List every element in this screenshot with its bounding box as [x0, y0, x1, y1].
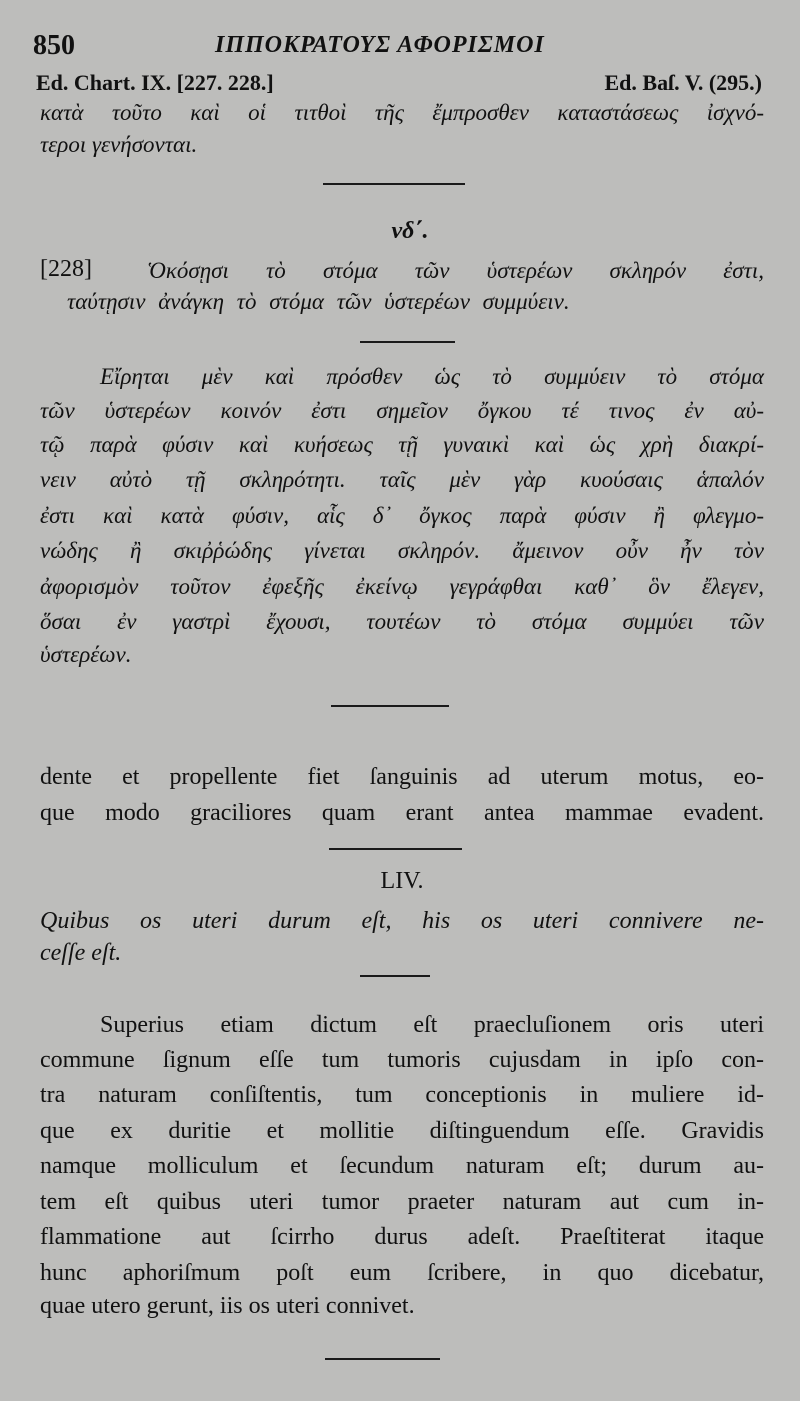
section-divider: [360, 975, 430, 977]
section-divider: [323, 183, 465, 185]
text-line: Ὁκόσῃσι τὸ στόμα τῶν ὑστερέων σκληρόν ἐστι,: [147, 258, 764, 283]
text-line: flammatione aut ſcirrho durus adeſt. Praeſtiterat itaque: [40, 1224, 764, 1250]
text-line: νώδης ἢ σκιῤῥώδης γίνεται σκληρόν. ἄμεινον οὖν ἦν τὸν: [40, 538, 764, 563]
text-line: quae utero gerunt, iis os uteri connivet.: [40, 1293, 415, 1319]
text-line: Quibus os uteri durum eſt, his os uteri connivere ne-: [40, 908, 764, 934]
section-divider: [360, 341, 455, 343]
text-line: namque molliculum et ſecundum naturam eſt; durum au-: [40, 1153, 764, 1179]
text-line: ἐστι καὶ κατὰ φύσιν, αἷς δ᾽ ὄγκος παρὰ φύσιν ἢ φλεγμο-: [40, 503, 764, 528]
latin-section-number: LIV.: [380, 868, 424, 894]
text-line: τῶν ὑστερέων κοινόν ἐστι σημεῖον ὄγκου τέ τινος ἐν αὐ-: [40, 398, 764, 423]
text-line: ὅσαι ἐν γαστρὶ ἔχουσι, τουτέων τὸ στόμα συμμύει τῶν: [40, 609, 764, 634]
text-line: Εἴρηται μὲν καὶ πρόσθεν ὡς τὸ συμμύειν τὸ στόμα: [100, 364, 764, 389]
text-line: hunc aphoriſmum poſt eum ſcribere, in quo dicebatur,: [40, 1260, 764, 1286]
text-line: commune ſignum eſſe tum tumoris cujusdam in ipſo con-: [40, 1047, 764, 1073]
text-line: κατὰ τοῦτο καὶ οἱ τιτθοὶ τῆς ἔμπροσθεν καταστάσεως ἰσχνό-: [40, 100, 764, 125]
text-line: ἀφορισμὸν τοῦτον ἐφεξῆς ἐκείνῳ γεγράφθαι καθ᾽ ὃν ἔλεγεν,: [40, 574, 764, 599]
section-divider: [331, 705, 449, 707]
text-line: que modo graciliores quam erant antea mammae evadent.: [40, 800, 764, 826]
text-line: dente et propellente fiet ſanguinis ad uterum motus, eo-: [40, 764, 764, 790]
text-line: tra naturam conſiſtentis, tum conceptionis in muliere id-: [40, 1082, 764, 1108]
text-line: ταύτῃσιν ἀνάγκη τὸ στόμα τῶν ὑστερέων συμμύειν.: [67, 289, 570, 314]
text-line: ὑστερέων.: [40, 642, 132, 667]
section-divider: [325, 1358, 440, 1360]
edition-chartier-ref: Ed. Chart. IX. [227. 228.]: [36, 70, 274, 95]
text-line: que ex duritie et mollitie diſtinguendum eſſe. Gravidis: [40, 1118, 764, 1144]
text-line: τεροι γενήσονται.: [40, 132, 198, 157]
text-line: νειν αὐτὸ τῇ σκληρότητι. ταῖς μὲν γὰρ κυούσαις ἁπαλόν: [40, 467, 764, 492]
section-divider: [329, 848, 462, 850]
text-line: Superius etiam dictum eſt praecluſionem oris uteri: [100, 1012, 764, 1038]
text-line: τῷ παρὰ φύσιν καὶ κυήσεως τῇ γυναικὶ καὶ ὡς χρὴ διακρί-: [40, 432, 764, 457]
text-line: tem eſt quibus uteri tumor praeter naturam aut cum in-: [40, 1189, 764, 1215]
aphorism-marker: [228]: [40, 256, 92, 282]
edition-basel-ref: Ed. Baſ. V. (295.): [604, 70, 762, 95]
greek-section-number: νδ΄.: [391, 218, 429, 244]
text-line: ceſſe eſt.: [40, 940, 122, 966]
running-title: ΙΠΠΟΚΡΑΤΟΥΣ ΑΦΟΡΙΣΜΟΙ: [215, 32, 545, 58]
page-number: 850: [33, 30, 75, 61]
